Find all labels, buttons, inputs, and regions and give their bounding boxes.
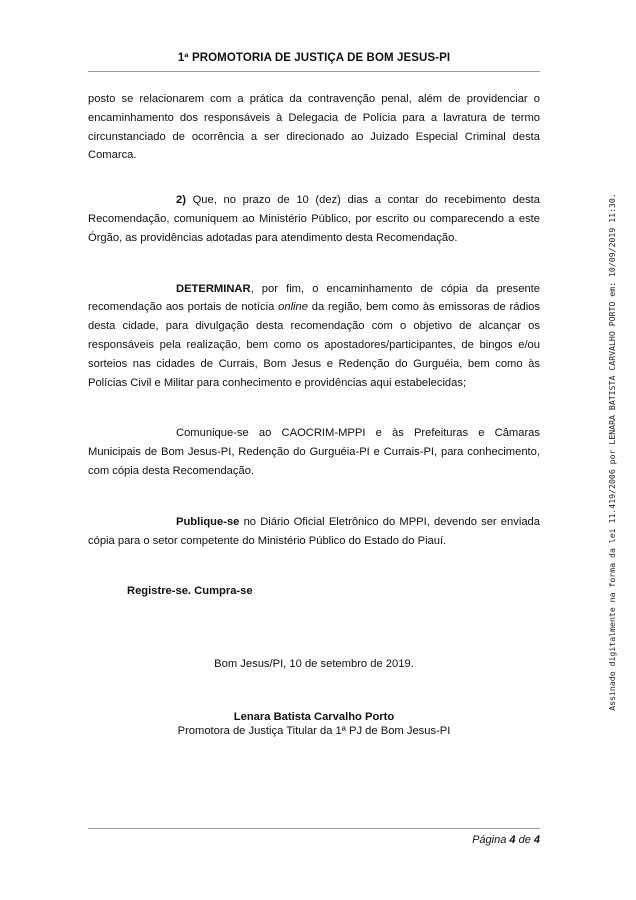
- signer-role: Promotora de Justiça Titular da 1ª PJ de Bom Jesus-PI: [177, 725, 451, 737]
- paragraph-determinar: [88, 280, 540, 393]
- paragraph-publique: [88, 513, 540, 551]
- publique-keyword: Publique-se: [176, 515, 240, 528]
- paragraph-continuation: [88, 90, 540, 165]
- page-mid: de: [515, 834, 534, 846]
- footer-divider: [88, 828, 540, 829]
- paragraph-continuation-text: posto se relacionarem com a prática da contravenção penal, além de providenciar o encaminhamento dos responsáveis à Delegacia de Polícia para a lavratura de termo circunstanciado de ocorrência a ser direcionado ao Juizado Especial Criminal desta Comarca.: [88, 93, 540, 162]
- publique-text: no Diário Oficial Eletrônico do MPPI, devendo ser enviada cópia para o setor competente do Ministério Público do Estado do Piauí.: [88, 515, 540, 547]
- page-total: 4: [533, 834, 540, 846]
- digital-signature-stamp: Assinado digitalmente na forma da lei 11.419/2006 por LENARA BATISTA CARVALHO PORTO em: 10/09/2019 11:30.: [607, 193, 617, 711]
- item-2-label: 2): [176, 194, 186, 207]
- signer-name: Lenara Batista Carvalho Porto: [233, 711, 395, 723]
- determinar-italic-online: online: [278, 301, 308, 314]
- registre-line: Registre-se. Cumpra-se: [127, 585, 253, 598]
- determinar-text-b: da região, bem como às emissoras de rádios desta cidade, para divulgação desta recomendação com o objetivo de alcançar os responsáveis pela realização, bem como os apostadores/participantes, de bingos e/ou sorteios nas cidades de Currais, Bom Jesus e Redenção do Gurguéia, bem como às Polícias Civil e Militar para conhecimento e providências aqui estabelecidas;: [88, 301, 540, 389]
- document-body: [88, 90, 540, 601]
- determinar-keyword: DETERMINAR: [176, 282, 251, 295]
- paragraph-item-2: [88, 191, 540, 247]
- comunique-text: Comunique-se ao CAOCRIM-MPPI e às Prefeituras e Câmaras Municipais de Bom Jesus-PI, Redenção do Gurguéia-PI e Currais-PI, para conhecimento, com cópia desta Recomendação.: [88, 427, 540, 477]
- page-prefix: Página: [472, 834, 510, 846]
- determinar-text-a: , por fim, o encaminhamento de cópia da presente recomendação aos portais de notícia: [88, 282, 540, 314]
- item-2-text: Que, no prazo de 10 (dez) dias a contar do recebimento desta Recomendação, comuniquem ao Ministério Público, por escrito ou comparecendo a este Órgão, as providências adotadas para atendimento desta Recomendação.: [88, 194, 540, 244]
- header-divider: [88, 71, 540, 72]
- place-date: Bom Jesus/PI, 10 de setembro de 2019.: [214, 658, 414, 670]
- paragraph-comunique: [88, 424, 540, 480]
- page-header-title: 1ª PROMOTORIA DE JUSTIÇA DE BOM JESUS-PI: [177, 52, 451, 64]
- page-number: [472, 834, 540, 846]
- page-current: 4: [509, 834, 516, 846]
